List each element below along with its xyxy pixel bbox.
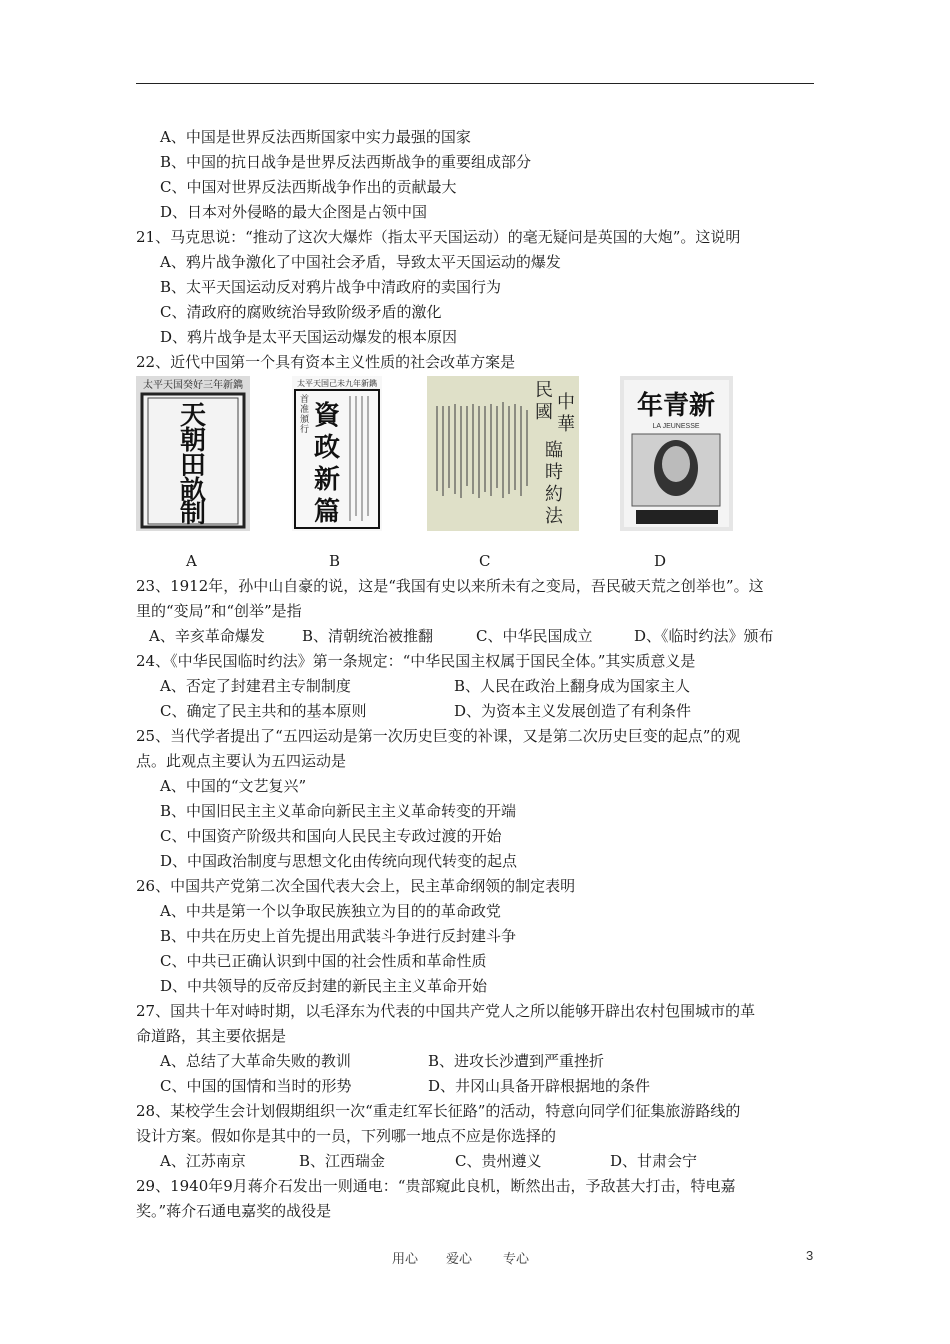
q22-stem: 22、近代中国第一个具有资本主义性质的社会改革方案是 [136,353,516,371]
q25-option-c: C、中国资产阶级共和国向人民民主专政过渡的开始 [160,827,502,845]
q25-option-a: A、中国的“文艺复兴” [160,777,307,795]
svg-text:中華 民國 臨時約法: 中華 民國 臨時約法 [535,380,575,527]
q28-options-row [0,1151,950,1171]
q20-option-d: D、日本对外侵略的最大企图是占领中国 [160,203,428,221]
q26-option-d: D、中共领导的反帝反封建的新民主主义革命开始 [160,977,488,995]
q27-stem-line2: 命道路，其主要依据是 [136,1027,287,1045]
linshi-yuefa-document-image [427,376,579,531]
q23-option-c: C、中华民国成立 [476,627,593,645]
q27-options-row-2 [0,1076,950,1096]
page-number: 3 [806,1248,814,1263]
q26-option-c: C、中共已正确认识到中国的社会性质和革命性质 [160,952,487,970]
q25-option-b: B、中国旧民主主义革命向新民主主义革命转变的开端 [160,802,517,820]
footer-text-3: 专心 [503,1252,530,1267]
q20-option-b: B、中国的抗日战争是世界反法西斯战争的重要组成部分 [160,153,532,171]
q22-label-c: C [479,552,491,570]
q25-option-d: D、中国政治制度与思想文化由传统向现代转变的起点 [160,852,518,870]
footer-text-2: 爱心 [446,1252,473,1267]
q27-options-row-1 [0,1051,950,1071]
q27-stem-line1: 27、国共十年对峙时期，以毛泽东为代表的中国共产党人之所以能够开辟出农村包围城市的革 [136,1002,756,1020]
q22-label-a: A [186,552,197,570]
q25-stem-line2: 点。此观点主要认为五四运动是 [136,752,347,770]
q21-option-c: C、清政府的腐败统治导致阶级矛盾的激化 [160,303,442,321]
q27-option-d: D、井冈山具备开辟根据地的条件 [428,1077,651,1095]
q24-option-c: C、确定了民主共和的基本原则 [160,702,367,720]
xinqingnian-magazine-image [620,376,733,531]
q20-option-a: A、中国是世界反法西斯国家中实力最强的国家 [160,128,471,146]
q29-stem-line2: 奖。”蒋介石通电嘉奖的战役是 [136,1202,332,1220]
q22-label-b: B [329,552,341,570]
q21-option-d: D、鸦片战争是太平天国运动爆发的根本原因 [160,328,458,346]
q23-option-b: B、清朝统治被推翻 [302,627,434,645]
q21-option-b: B、太平天国运动反对鸦片战争中清政府的卖国行为 [160,278,502,296]
footer-text-1: 用心 [392,1252,419,1267]
svg-text:首准頒行: 首准頒行 [300,395,310,435]
q24-options-row-1 [0,676,950,696]
q26-option-a: A、中共是第一个以争取民族独立为目的的革命政党 [160,902,501,920]
q26-stem: 26、中国共产党第二次全国代表大会上，民主革命纲领的制定表明 [136,877,576,895]
q24-option-b: B、人民在政治上翻身成为国家主人 [454,677,691,695]
q21-stem: 21、马克思说：“推动了这次大爆炸（指太平天国运动）的毫无疑问是英国的大炮”。这说明 [136,228,741,246]
q21-option-a: A、鸦片战争激化了中国社会矛盾，导致太平天国运动的爆发 [160,253,561,271]
q28-option-b: B、江西瑞金 [299,1152,386,1170]
svg-text:資政新篇: 資政新篇 [313,401,341,527]
tianchao-book-cover-image [136,376,250,531]
header-rule [136,83,814,84]
svg-text:天朝田畝制: 天朝田畝制 [179,401,207,529]
q27-option-a: A、总结了大革命失败的教训 [160,1052,351,1070]
q25-stem-line1: 25、当代学者提出了“五四运动是第一次历史巨变的补课，又是第二次历史巨变的起点”的观 [136,727,741,745]
q24-stem: 24、《中华民国临时约法》第一条规定：“中华民国主权属于国民全体。”其实质意义是 [136,652,696,670]
q23-stem-line2: 里的“变局”和“创举”是指 [136,602,302,620]
zizheng-book-cover-image [292,376,382,531]
q28-option-c: C、贵州遵义 [455,1152,542,1170]
q27-option-c: C、中国的国情和当时的形势 [160,1077,352,1095]
q24-options-row-2 [0,701,950,721]
tianchao-header: 太平天国癸好三年新鐫 [143,380,243,391]
q28-stem-line1: 28、某校学生会计划假期组织一次“重走红军长征路”的活动，特意向同学们征集旅游路线的 [136,1102,741,1120]
q26-option-b: B、中共在历史上首先提出用武装斗争进行反封建斗争 [160,927,517,945]
q28-option-d: D、甘肃会宁 [610,1152,698,1170]
zizheng-header: 太平天国己未九年新鐫 [297,379,377,388]
svg-text:年青新: 年青新 [636,391,716,421]
q23-stem-line1: 23、1912年，孙中山自豪的说，这是“我国有史以来所未有之变局，吾民破天荒之创举也”。这 [136,577,764,595]
q28-stem-line2: 设计方案。假如你是其中的一员，下列哪一地点不应是你选择的 [136,1127,557,1145]
q24-option-d: D、为资本主义发展创造了有利条件 [454,702,692,720]
q24-option-a: A、否定了封建君主专制制度 [160,677,351,695]
q23-option-d: D、《临时约法》颁布 [634,627,774,645]
q28-option-a: A、江苏南京 [160,1152,246,1170]
q27-option-b: B、进攻长沙遭到严重挫折 [428,1052,605,1070]
q20-option-c: C、中国对世界反法西斯战争作出的贡献最大 [160,178,457,196]
q23-options-row [0,626,950,646]
q29-stem-line1: 29、1940年9月蒋介石发出一则通电：“贵部窥此良机，断然出击，予敌甚大打击，特电嘉 [136,1177,736,1195]
q23-option-a: A、辛亥革命爆发 [149,627,265,645]
xinqingnian-subtitle: LA JEUNESSE [652,423,700,430]
q22-label-d: D [654,552,667,570]
